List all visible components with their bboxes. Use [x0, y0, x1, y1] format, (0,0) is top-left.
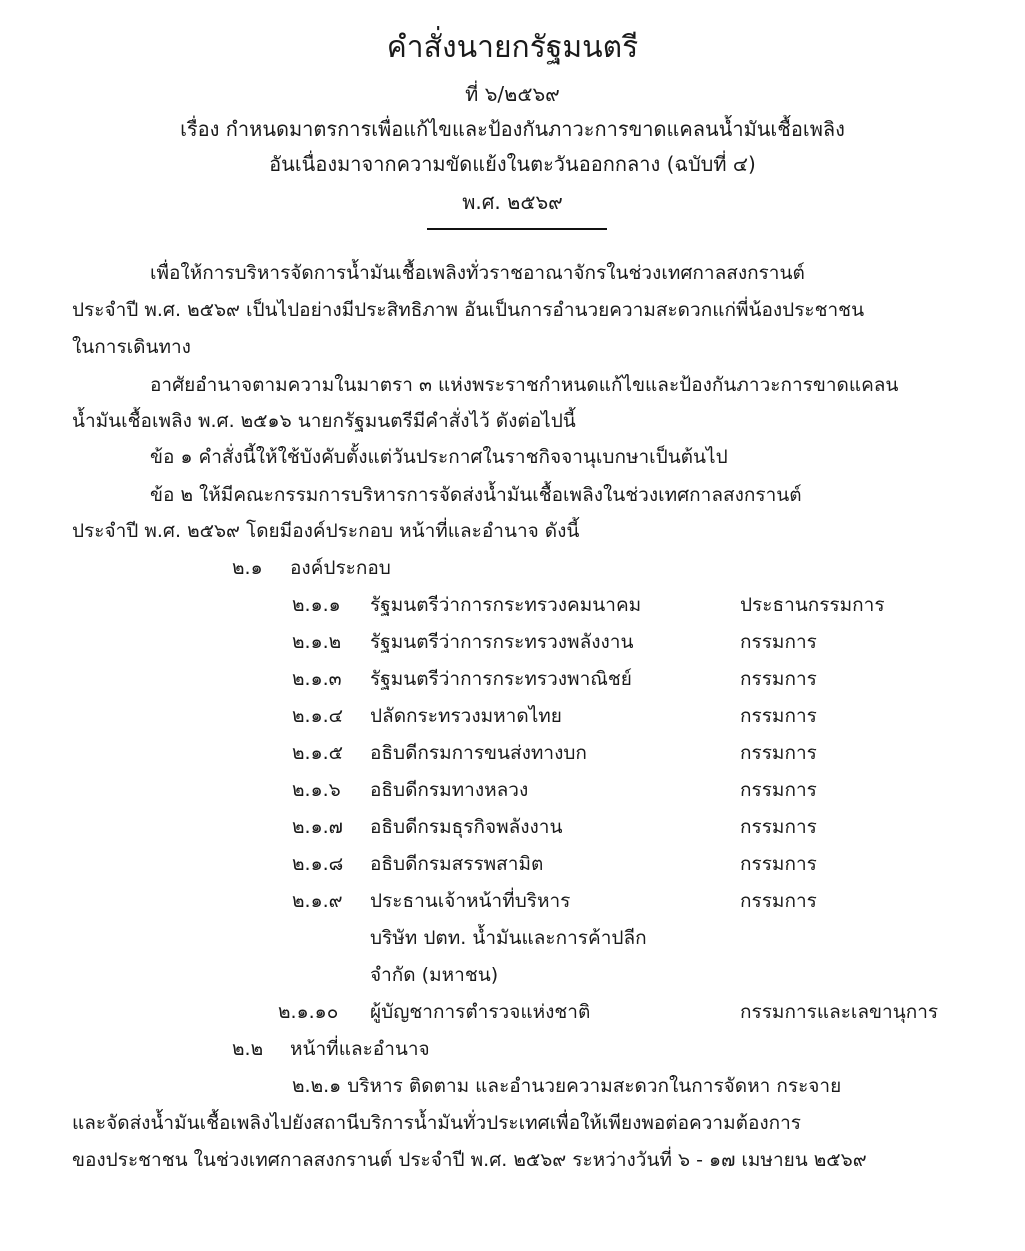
- duty-1-line3: ของประชาชน ในช่วงเทศกาลสงกรานต์ ประจำปี พ.ศ. ๒๕๖๙ ระหว่างวันที่ ๖ - ๑๗ เมษายน ๒๕๖๙: [72, 1149, 867, 1171]
- member-name-continuation: จำกัด (มหาชน): [370, 964, 499, 986]
- clause-1: ข้อ ๑ คำสั่งนี้ให้ใช้บังคับตั้งแต่วันประกาศในราชกิจจานุเบกษาเป็นต้นไป: [150, 446, 728, 468]
- member-name: อธิบดีกรมการขนส่งทางบก: [370, 742, 587, 764]
- member-role: กรรมการ: [740, 890, 817, 912]
- member-code: ๒.๑.๔: [292, 705, 344, 727]
- preamble-p2-line2: น้ำมันเชื้อเพลิง พ.ศ. ๒๕๑๖ นายกรัฐมนตรีมีคำสั่งไว้ ดังต่อไปนี้: [72, 410, 576, 432]
- member-code: ๒.๑.๒: [292, 631, 342, 653]
- document-year: พ.ศ. ๒๕๖๙: [462, 190, 563, 214]
- clause-2-line1: ข้อ ๒ ให้มีคณะกรรมการบริหารการจัดส่งน้ำมันเชื้อเพลิงในช่วงเทศกาลสงกรานต์: [150, 484, 802, 506]
- preamble-p1-line2: ประจำปี พ.ศ. ๒๕๖๙ เป็นไปอย่างมีประสิทธิภาพ อันเป็นการอำนวยความสะดวกแก่พี่น้องประชาชน: [72, 299, 865, 321]
- duty-1-line1: ๒.๒.๑ บริหาร ติดตาม และอำนวยความสะดวกในการจัดหา กระจาย: [292, 1075, 842, 1097]
- member-role: กรรมการและเลขานุการ: [740, 1001, 939, 1023]
- member-name: อธิบดีกรมทางหลวง: [370, 779, 529, 801]
- document-title: คำสั่งนายกรัฐมนตรี: [386, 30, 639, 65]
- member-role: กรรมการ: [740, 668, 817, 690]
- composition-heading: องค์ประกอบ: [290, 557, 391, 579]
- composition-code: ๒.๑: [232, 557, 263, 579]
- member-code: ๒.๑.๙: [292, 890, 343, 912]
- member-role: กรรมการ: [740, 853, 817, 875]
- member-name: ประธานเจ้าหน้าที่บริหาร: [370, 890, 571, 912]
- member-role: กรรมการ: [740, 705, 817, 727]
- member-role: กรรมการ: [740, 816, 817, 838]
- member-name: รัฐมนตรีว่าการกระทรวงพาณิชย์: [370, 668, 632, 690]
- member-name: รัฐมนตรีว่าการกระทรวงคมนาคม: [370, 594, 642, 616]
- duties-heading: หน้าที่และอำนาจ: [290, 1038, 430, 1060]
- member-name: รัฐมนตรีว่าการกระทรวงพลังงาน: [370, 631, 634, 653]
- header-divider: [427, 228, 607, 230]
- duties-code: ๒.๒: [232, 1038, 264, 1060]
- subject-line-2: อันเนื่องมาจากความขัดแย้งในตะวันออกกลาง (ฉบับที่ ๔): [269, 152, 756, 176]
- order-number: ที่ ๖/๒๕๖๙: [465, 82, 560, 106]
- clause-2-line2: ประจำปี พ.ศ. ๒๕๖๙ โดยมีองค์ประกอบ หน้าที่และอำนาจ ดังนี้: [72, 520, 580, 542]
- member-code: ๒.๑.๑๐: [278, 1001, 339, 1023]
- member-code: ๒.๑.๓: [292, 668, 342, 690]
- member-code: ๒.๑.๖: [292, 779, 341, 801]
- preamble-p2-line1: อาศัยอำนาจตามความในมาตรา ๓ แห่งพระราชกำหนดแก้ไขและป้องกันภาวะการขาดแคลน: [150, 374, 899, 396]
- member-role: กรรมการ: [740, 779, 817, 801]
- member-role: ประธานกรรมการ: [740, 594, 885, 616]
- member-code: ๒.๑.๘: [292, 853, 344, 875]
- member-code: ๒.๑.๕: [292, 742, 344, 764]
- member-name-continuation: บริษัท ปตท. น้ำมันและการค้าปลีก: [370, 927, 647, 949]
- subject-line-1: เรื่อง กำหนดมาตรการเพื่อแก้ไขและป้องกันภาวะการขาดแคลนน้ำมันเชื้อเพลิง: [180, 117, 845, 141]
- member-role: กรรมการ: [740, 631, 817, 653]
- member-code: ๒.๑.๑: [292, 594, 341, 616]
- member-role: กรรมการ: [740, 742, 817, 764]
- member-name: ปลัดกระทรวงมหาดไทย: [370, 705, 562, 727]
- member-name: อธิบดีกรมธุรกิจพลังงาน: [370, 816, 563, 838]
- preamble-p1-line1: เพื่อให้การบริหารจัดการน้ำมันเชื้อเพลิงทั่วราชอาณาจักรในช่วงเทศกาลสงกรานต์: [150, 262, 805, 284]
- duty-1-line2: และจัดส่งน้ำมันเชื้อเพลิงไปยังสถานีบริการน้ำมันทั่วประเทศเพื่อให้เพียงพอต่อความต้องการ: [72, 1112, 802, 1134]
- member-name: ผู้บัญชาการตำรวจแห่งชาติ: [370, 1001, 591, 1023]
- preamble-p1-line3: ในการเดินทาง: [72, 336, 191, 358]
- member-code: ๒.๑.๗: [292, 816, 343, 838]
- member-name: อธิบดีกรมสรรพสามิต: [370, 853, 544, 875]
